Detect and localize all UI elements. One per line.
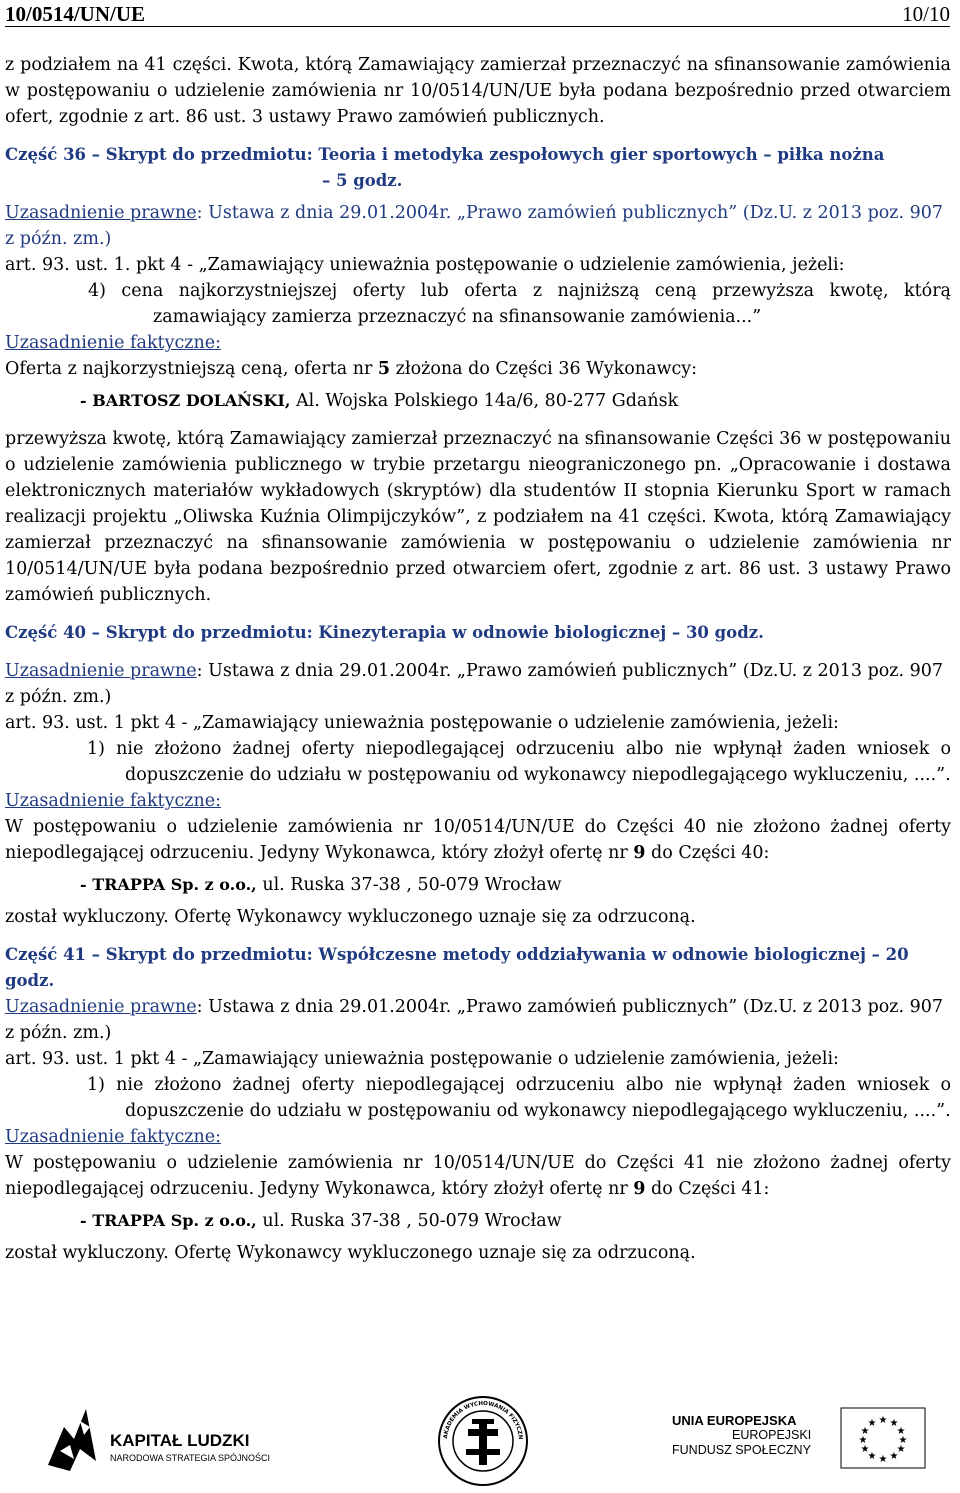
part-36-offer: Oferta z najkorzystniejszą ceną, oferta nr 5 złożona do Części 36 Wykonawcy: xyxy=(5,359,698,379)
part-41-fact: W postępowaniu o udzielenie zamówienia nr 10/0514/UN/UE do Części 41 nie złożono żadnej oferty niepodlegającej odrzuceniu. Jedyny Wykonawca, który złożył ofertę nr 9 do Części 41: xyxy=(5,1153,951,1199)
part-41-contractor: - TRAPPA Sp. z o.o., ul. Ruska 37-38 , 50-079 Wrocław xyxy=(80,1211,562,1231)
part-36-fact-label: Uzasadnienie faktyczne: xyxy=(5,333,222,353)
page-header xyxy=(5,0,950,27)
part-36-legal-basis: Uzasadnienie prawne: Ustawa z dnia 29.01.2004r. „Prawo zamówień publicznych” (Dz.U. z 2013 poz. 907 z późn. zm.) xyxy=(5,203,944,249)
legal-basis-label: Uzasadnienie prawne xyxy=(5,997,197,1017)
intro-paragraph: z podziałem na 41 części. Kwota, którą Zamawiający zamierzał przeznaczyć na sfinansowanie zamówienia w postępowaniu o udzielenie zamówienia nr 10/0514/UN/UE była podana bezpośrednio przed otwarciem ofert, zgodnie z art. 86 ust. 3 ustawy Prawo zamówień publicznych. xyxy=(5,55,951,127)
part-40-article: art. 93. ust. 1 pkt 4 - „Zamawiający unieważnia postępowanie o udzielenie zamówienia, jeżeli: xyxy=(5,713,839,733)
part-41-closing: został wykluczony. Ofertę Wykonawcy wykluczonego uznaje się za odrzuconą. xyxy=(5,1243,696,1263)
efs-line-2: FUNDUSZ SPOŁECZNY xyxy=(672,1443,811,1457)
eu-efs-logo xyxy=(672,1413,908,1465)
part-36-point: 4) cena najkorzystniejszej oferty lub oferta z najniższą ceną przewyższa kwotę, którą zamawiający zamierza przeznaczyć na sfinansowanie zamówienia...” xyxy=(88,281,951,327)
page-number: 10/10 xyxy=(902,2,950,26)
kapital-ludzki-subtitle: NARODOWA STRATEGIA SPÓJNOŚCI xyxy=(110,1453,271,1463)
kapital-ludzki-title: KAPITAŁ LUDZKI xyxy=(110,1431,250,1450)
eu-title: UNIA EUROPEJSKA xyxy=(672,1413,797,1428)
awfis-seal-icon xyxy=(428,1395,538,1487)
part-40-section xyxy=(5,620,951,930)
part-41-point: 1) nie złożono żadnej oferty niepodlegającej odrzuceniu albo nie wpłynął żaden wniosek o dopuszczenie do udziału w postępowaniu od wykonawcy niepodlegającego wykluczeniu, ....”. xyxy=(87,1075,951,1121)
svg-text:★: ★ xyxy=(896,1444,906,1455)
svg-text:AKADEMIA WYCHOWANIA FIZYCZNEGO: AKADEMIA WYCHOWANIA FIZYCZN xyxy=(443,1400,524,1440)
svg-text:★: ★ xyxy=(878,1454,888,1465)
svg-text:★: ★ xyxy=(898,1435,908,1446)
part-41-legal-basis: Uzasadnienie prawne: Ustawa z dnia 29.01.2004r. „Prawo zamówień publicznych” (Dz.U. z 2013 poz. 907 z późn. zm.) xyxy=(5,997,944,1043)
svg-text:★: ★ xyxy=(867,1451,877,1462)
part-36-body: przewyższa kwotę, którą Zamawiający zamierzał przeznaczyć na sfinansowanie Części 36 w postępowaniu o udzielenie zamówienia publicznego w trybie przetargu nieograniczonego pn. „Opracowanie i dostawa elektronicznych materiałów wykładowych (skryptów) dla studentów II stopnia Kierunku Sport w ramach realizacji projektu „Oliwska Kuźnia Olimpijczyków”, z podziałem na 41 części. Kwota, którą Zamawiający zamierzał przeznaczyć na sfinansowanie zamówienia w postępowaniu o udzielenie zamówienia nr 10/0514/UN/UE była podana bezpośrednio przed otwarciem ofert, zgodnie z art. 86 ust. 3 ustawy Prawo zamówień publicznych. xyxy=(5,429,951,605)
part-41-fact-label: Uzasadnienie faktyczne: xyxy=(5,1127,222,1147)
svg-text:★: ★ xyxy=(867,1418,877,1429)
legal-basis-label: Uzasadnienie prawne xyxy=(5,661,197,681)
eu-flag-icon xyxy=(840,1407,926,1469)
part-40-fact-label: Uzasadnienie faktyczne: xyxy=(5,791,222,811)
svg-text:★: ★ xyxy=(860,1426,870,1437)
kapital-ludzki-logo xyxy=(40,1405,271,1479)
svg-text:★: ★ xyxy=(889,1451,899,1462)
document-body xyxy=(5,52,951,1266)
part-41-article: art. 93. ust. 1 pkt 4 - „Zamawiający unieważnia postępowanie o udzielenie zamówienia, jeżeli: xyxy=(5,1049,839,1069)
efs-line-1: EUROPEJSKI xyxy=(732,1428,812,1442)
svg-text:★: ★ xyxy=(889,1418,899,1429)
part-36-contractor: - BARTOSZ DOLAŃSKI, Al. Wojska Polskiego 14a/6, 80-277 Gdańsk xyxy=(80,391,679,411)
part-40-closing: został wykluczony. Ofertę Wykonawcy wykluczonego uznaje się za odrzuconą. xyxy=(5,907,696,927)
awfis-seal-logo xyxy=(428,1395,538,1491)
svg-text:★: ★ xyxy=(858,1435,868,1446)
footer-logos xyxy=(0,1395,960,1490)
part-41-section xyxy=(5,942,951,1266)
svg-text:★: ★ xyxy=(878,1415,888,1426)
part-40-legal-basis: Uzasadnienie prawne: Ustawa z dnia 29.01.2004r. „Prawo zamówień publicznych” (Dz.U. z 2013 poz. 907 z późn. zm.) xyxy=(5,661,944,707)
kapital-ludzki-icon xyxy=(40,1405,102,1475)
part-36-article: art. 93. ust. 1. pkt 4 - „Zamawiający unieważnia postępowanie o udzielenie zamówienia, jeżeli: xyxy=(5,255,845,275)
part-40-point: 1) nie złożono żadnej oferty niepodlegającej odrzuceniu albo nie wpłynął żaden wniosek o dopuszczenie do udziału w postępowaniu od wykonawcy niepodlegającego wykluczeniu, ....”. xyxy=(87,739,951,785)
part-40-heading: Część 40 – Skrypt do przedmiotu: Kinezyterapia w odnowie biologicznej – 30 godz. xyxy=(5,623,764,642)
svg-text:★: ★ xyxy=(896,1426,906,1437)
part-41-heading: Część 41 – Skrypt do przedmiotu: Współczesne metody oddziaływania w odnowie biologicznej – 20 godz. xyxy=(5,945,909,990)
legal-basis-label: Uzasadnienie prawne xyxy=(5,203,197,223)
svg-text:★: ★ xyxy=(860,1444,870,1455)
document-id: 10/0514/UN/UE xyxy=(5,2,146,26)
part-36-section xyxy=(5,142,951,608)
part-40-fact: W postępowaniu o udzielenie zamówienia nr 10/0514/UN/UE do Części 40 nie złożono żadnej oferty niepodlegającej odrzuceniu. Jedyny Wykonawca, który złożył ofertę nr 9 do Części 40: xyxy=(5,817,951,863)
part-40-contractor: - TRAPPA Sp. z o.o., ul. Ruska 37-38 , 50-079 Wrocław xyxy=(80,875,562,895)
part-36-heading: Część 36 – Skrypt do przedmiotu: Teoria i metodyka zespołowych gier sportowych – piłka nożna – 5 godz. xyxy=(5,145,885,190)
